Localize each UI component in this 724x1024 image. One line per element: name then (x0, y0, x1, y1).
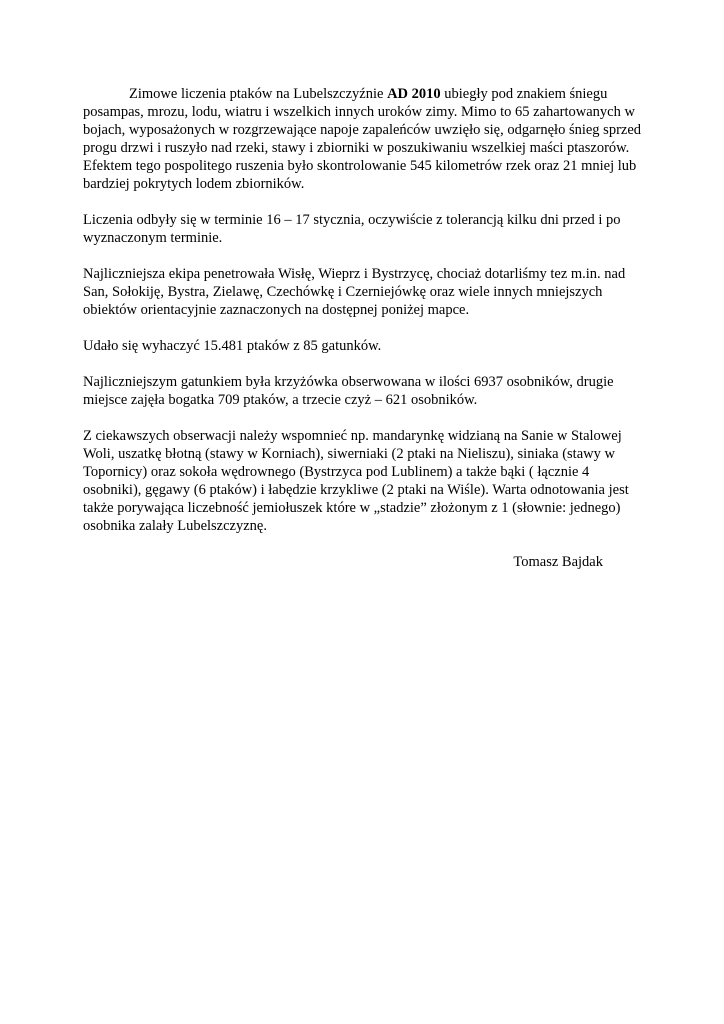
paragraph-totals: Udało się wyhaczyć 15.481 ptaków z 85 gatunków. (83, 338, 382, 354)
paragraph-dates: Liczenia odbyły się w terminie 16 – 17 stycznia, oczywiście z tolerancją kilku dni przed i po wyznaczonym terminie. (83, 212, 621, 246)
paragraph-top-species: Najliczniejszym gatunkiem była krzyżówka obserwowana w ilości 6937 osobników, drugie miejsce zajęła bogatka 709 ptaków, a trzecie czyż – 621 osobników. (83, 374, 614, 408)
paragraph-locations: Najliczniejsza ekipa penetrowała Wisłę, Wieprz i Bystrzycę, chociaż dotarliśmy tez m.in. nad San, Sołokiję, Bystra, Zielawę, Czechówkę i Czerniejówkę oraz wiele innych mniejszych obiektów orientacyjnie zaznaczonych na dostępnej poniżej mapce. (83, 266, 626, 318)
intro-text-start: Zimowe liczenia ptaków na Lubelszczyźnie (129, 86, 388, 102)
intro-bold-year: AD 2010 (387, 86, 441, 102)
intro-paragraph (83, 85, 643, 193)
intro-text-rest: ubiegły pod znakiem śniegu posampas, mrozu, lodu, wiatru i wszelkich innych uroków zimy. Mimo to 65 zahartowanych w bojach, wyposażonych w rozgrzewające napoje zapaleńców uwzięło się, odgarnęło śnieg sprzed progu drzwi i ruszyło nad rzeki, stawy i zbiorniki w poszukiwaniu wszelkiej maści ptaszorów. Efektem tego pospolitego ruszenia było skontrolowanie 545 kilometrów rzek oraz 21 mniej lub bardziej pokrytych lodem zbiorników. (83, 86, 642, 192)
paragraph-notable-observations: Z ciekawszych obserwacji należy wspomnieć np. mandarynkę widzianą na Sanie w Stalowej Woli, uszatkę błotną (stawy w Korniach), siwerniaki (2 ptaki na Nieliszu), siniaka (stawy w Topornicy) oraz sokoła wędrownego (Bystrzyca pod Lublinem) a także bąki ( łącznie 4 osobniki), gęgawy (6 ptaków) i łabędzie krzykliwe (2 ptaki na Wiśle). Warta odnotowania jest także porywająca liczebność jemiołuszek które w „stadzie” złożonym z 1 (słownie: jednego) osobnika zalały Lubelszczyznę. (83, 428, 629, 534)
author-signature: Tomasz Bajdak (513, 554, 603, 570)
document-body (83, 85, 643, 589)
